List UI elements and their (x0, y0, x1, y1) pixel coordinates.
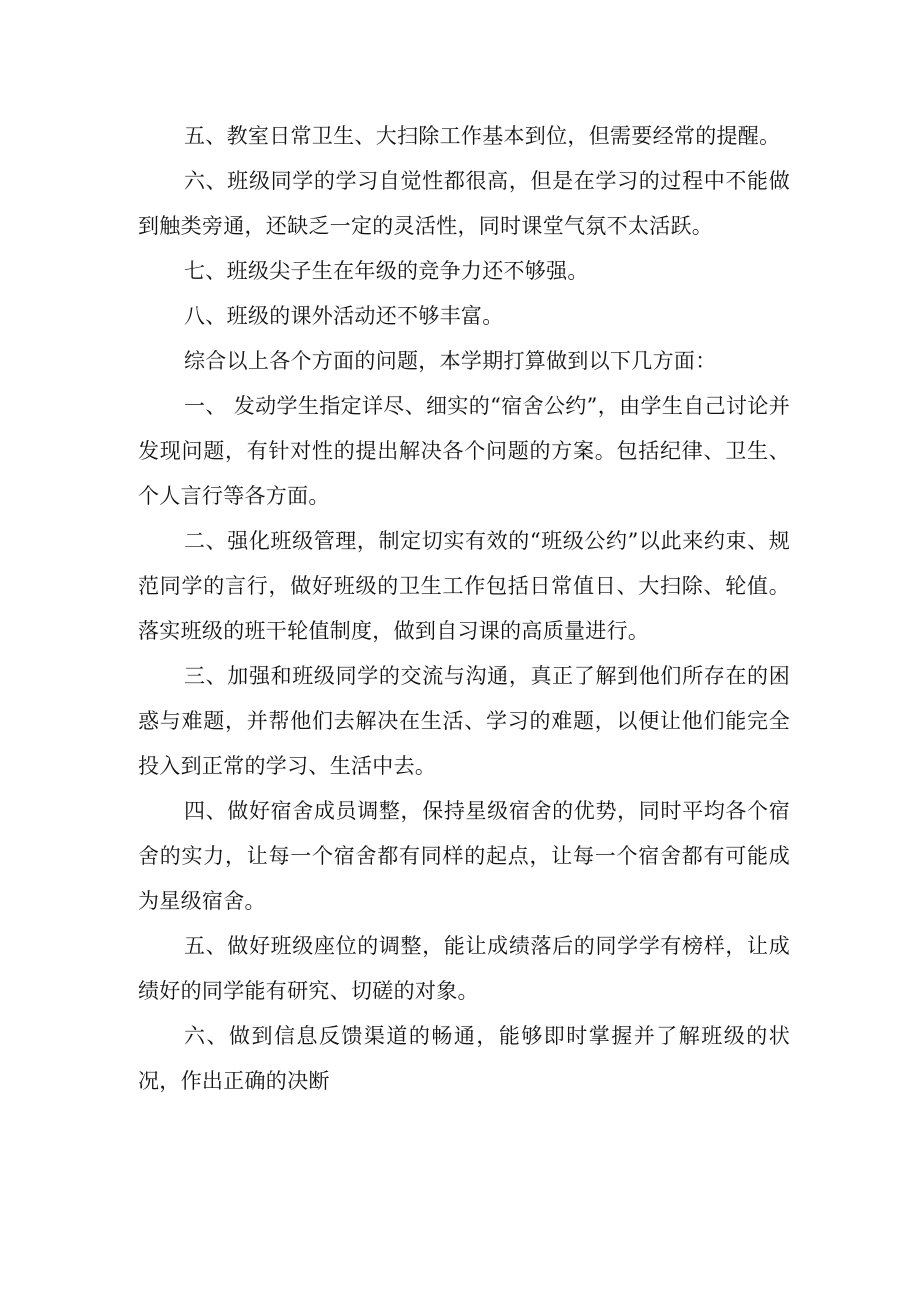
paragraph-5: 综合以上各个方面的问题，本学期打算做到以下几方面： (184, 349, 717, 373)
paragraph-9: 四、做好宿舍成员调整，保持星级宿舍的优势，同时平均各个宿舍的实力，让每一个宿舍都有同样的起点，让每一个宿舍都有可能成为星级宿舍。 (138, 799, 790, 913)
paragraph-1: 五、教室日常卫生、大扫除工作基本到位，但需要经常的提醒。 (184, 124, 781, 148)
paragraph-4: 八、班级的课外活动还不够丰富。 (184, 304, 504, 328)
paragraph-6: 一、 发动学生指定详尽、细实的“宿舍公约”，由学生自己讨论并发现问题，有针对性的提出解决各个问题的方案。包括纪律、卫生、个人言行等各方面。 (138, 394, 790, 508)
paragraph-7: 二、强化班级管理，制定切实有效的“班级公约”以此来约束、规范同学的言行，做好班级的卫生工作包括日常值日、大扫除、轮值。落实班级的班干轮值制度，做到自习课的高质量进行。 (138, 529, 790, 643)
paragraph-11: 六、做到信息反馈渠道的畅通，能够即时掌握并了解班级的状况，作出正确的决断 (138, 1024, 790, 1093)
paragraph-3: 七、班级尖子生在年级的竞争力还不够强。 (184, 259, 589, 283)
paragraph-8: 三、加强和班级同学的交流与沟通，真正了解到他们所存在的困惑与难题，并帮他们去解决在生活、学习的难题，以便让他们能完全投入到正常的学习、生活中去。 (138, 664, 790, 778)
paragraph-10: 五、做好班级座位的调整，能让成绩落后的同学学有榜样，让成绩好的同学能有研究、切磋的对象。 (138, 934, 790, 1003)
document-body (138, 114, 790, 1104)
paragraph-2: 六、班级同学的学习自觉性都很高，但是在学习的过程中不能做到触类旁通，还缺乏一定的灵活性，同时课堂气氛不太活跃。 (138, 169, 790, 238)
